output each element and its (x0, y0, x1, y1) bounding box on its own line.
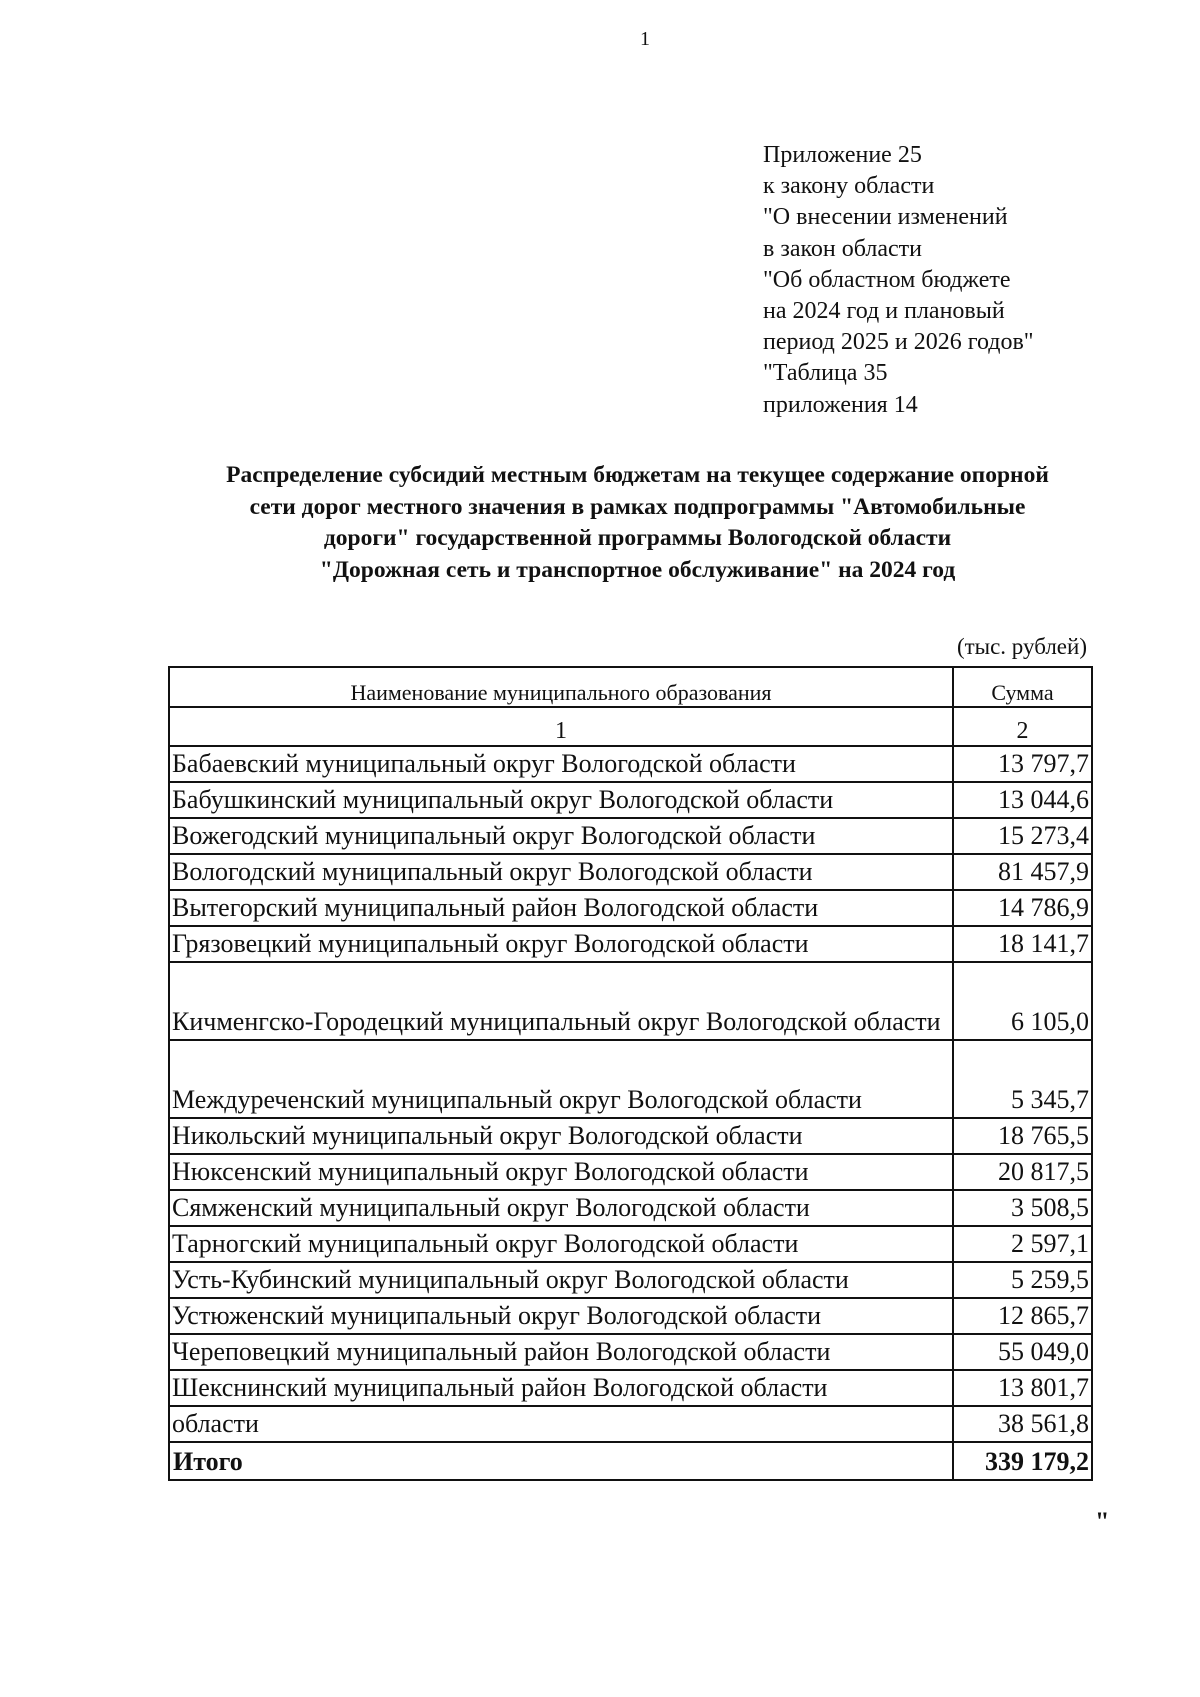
appendix-reference (763, 140, 1034, 421)
subsidy-amount: 12 865,7 (953, 1298, 1092, 1334)
column-number-row (169, 707, 1092, 746)
subsidy-amount: 2 597,1 (953, 1226, 1092, 1262)
subsidy-amount: 38 561,8 (953, 1406, 1092, 1442)
document-title (160, 460, 1115, 586)
subsidy-amount: 5 345,7 (953, 1040, 1092, 1118)
subsidy-amount: 6 105,0 (953, 962, 1092, 1040)
table-row (169, 1118, 1092, 1154)
appendix-line: в закон области (763, 235, 922, 262)
total-amount: 339 179,2 (953, 1442, 1092, 1480)
table-row (169, 962, 1092, 1040)
subsidy-amount: 15 273,4 (953, 818, 1092, 854)
column-number-name: 1 (169, 707, 953, 746)
table-row (169, 1298, 1092, 1334)
municipality-name: Вологодский муниципальный округ Вологодской области (169, 854, 953, 890)
header-sum: Сумма (953, 667, 1092, 707)
table-row (169, 1406, 1092, 1442)
appendix-line: к закону области (763, 173, 935, 200)
appendix-line: "Об областном бюджете (763, 266, 1011, 293)
header-name: Наименование муниципального образования (169, 667, 953, 707)
municipality-name: Тарногский муниципальный округ Вологодской области (169, 1226, 953, 1262)
title-line: дороги" государственной программы Вологодской области (323, 525, 952, 551)
appendix-line: "Таблица 35 (763, 360, 888, 387)
column-number-sum: 2 (953, 707, 1092, 746)
subsidy-amount: 20 817,5 (953, 1154, 1092, 1190)
municipality-name: Междуреченский муниципальный округ Вологодской области (169, 1040, 953, 1118)
municipality-name: Вытегорский муниципальный район Вологодской области (169, 890, 953, 926)
municipality-name: области (169, 1406, 953, 1442)
appendix-line: приложения 14 (763, 391, 918, 418)
title-line: "Дорожная сеть и транспортное обслуживание" на 2024 год (319, 556, 956, 583)
municipality-name: Шекснинский муниципальный район Вологодской области (169, 1370, 953, 1406)
title-line: сети дорог местного значения в рамках подпрограммы "Автомобильные (249, 493, 1026, 520)
subsidy-amount: 18 141,7 (953, 926, 1092, 962)
table-row (169, 854, 1092, 890)
table-row (169, 1334, 1092, 1370)
municipality-name: Никольский муниципальный округ Вологодской области (169, 1118, 953, 1154)
municipality-name: Череповецкий муниципальный район Вологодской области (169, 1334, 953, 1370)
appendix-line: Приложение 25 (763, 142, 922, 168)
table-row (169, 1226, 1092, 1262)
municipality-name: Усть-Кубинский муниципальный округ Вологодской области (169, 1262, 953, 1298)
subsidy-amount: 55 049,0 (953, 1334, 1092, 1370)
appendix-line: на 2024 год и плановый (763, 298, 1005, 325)
closing-quote-mark: " (1095, 1507, 1110, 1536)
table-header-row (169, 667, 1092, 707)
municipality-name: Бабушкинский муниципальный округ Вологодской области (169, 782, 953, 818)
municipality-name: Кичменгско-Городецкий муниципальный округ Вологодской области (169, 962, 953, 1040)
municipality-name: Бабаевский муниципальный округ Вологодской области (169, 746, 953, 782)
table-row (169, 782, 1092, 818)
subsidy-amount: 13 044,6 (953, 782, 1092, 818)
table-row (169, 818, 1092, 854)
table-row (169, 1154, 1092, 1190)
table-row (169, 746, 1092, 782)
municipality-name: Вожегодский муниципальный округ Вологодской области (169, 818, 953, 854)
municipality-name: Сямженский муниципальный округ Вологодской области (169, 1190, 953, 1226)
municipality-name: Устюженский муниципальный округ Вологодской области (169, 1298, 953, 1334)
appendix-line: "О внесении изменений (763, 204, 1008, 231)
units-label: (тыс. рублей) (956, 634, 1087, 659)
subsidy-amount: 14 786,9 (953, 890, 1092, 926)
municipality-name: Грязовецкий муниципальный округ Вологодской области (169, 926, 953, 962)
subsidy-amount: 13 797,7 (953, 746, 1092, 782)
subsidy-amount: 81 457,9 (953, 854, 1092, 890)
page-number: 1 (640, 28, 650, 50)
table-row (169, 1040, 1092, 1118)
table-row (169, 890, 1092, 926)
municipality-name: Нюксенский муниципальный округ Вологодской области (169, 1154, 953, 1190)
title-line: Распределение субсидий местным бюджетам на текущее содержание опорной (226, 462, 1049, 488)
total-row (169, 1442, 1092, 1480)
subsidy-distribution-table (168, 666, 1093, 1481)
subsidy-amount: 5 259,5 (953, 1262, 1092, 1298)
table-row (169, 1190, 1092, 1226)
subsidy-amount: 18 765,5 (953, 1118, 1092, 1154)
subsidy-amount: 13 801,7 (953, 1370, 1092, 1406)
appendix-line: период 2025 и 2026 годов" (763, 329, 1034, 356)
table-row (169, 1262, 1092, 1298)
subsidy-amount: 3 508,5 (953, 1190, 1092, 1226)
total-label: Итого (169, 1442, 953, 1480)
table-row (169, 1370, 1092, 1406)
table-row (169, 926, 1092, 962)
